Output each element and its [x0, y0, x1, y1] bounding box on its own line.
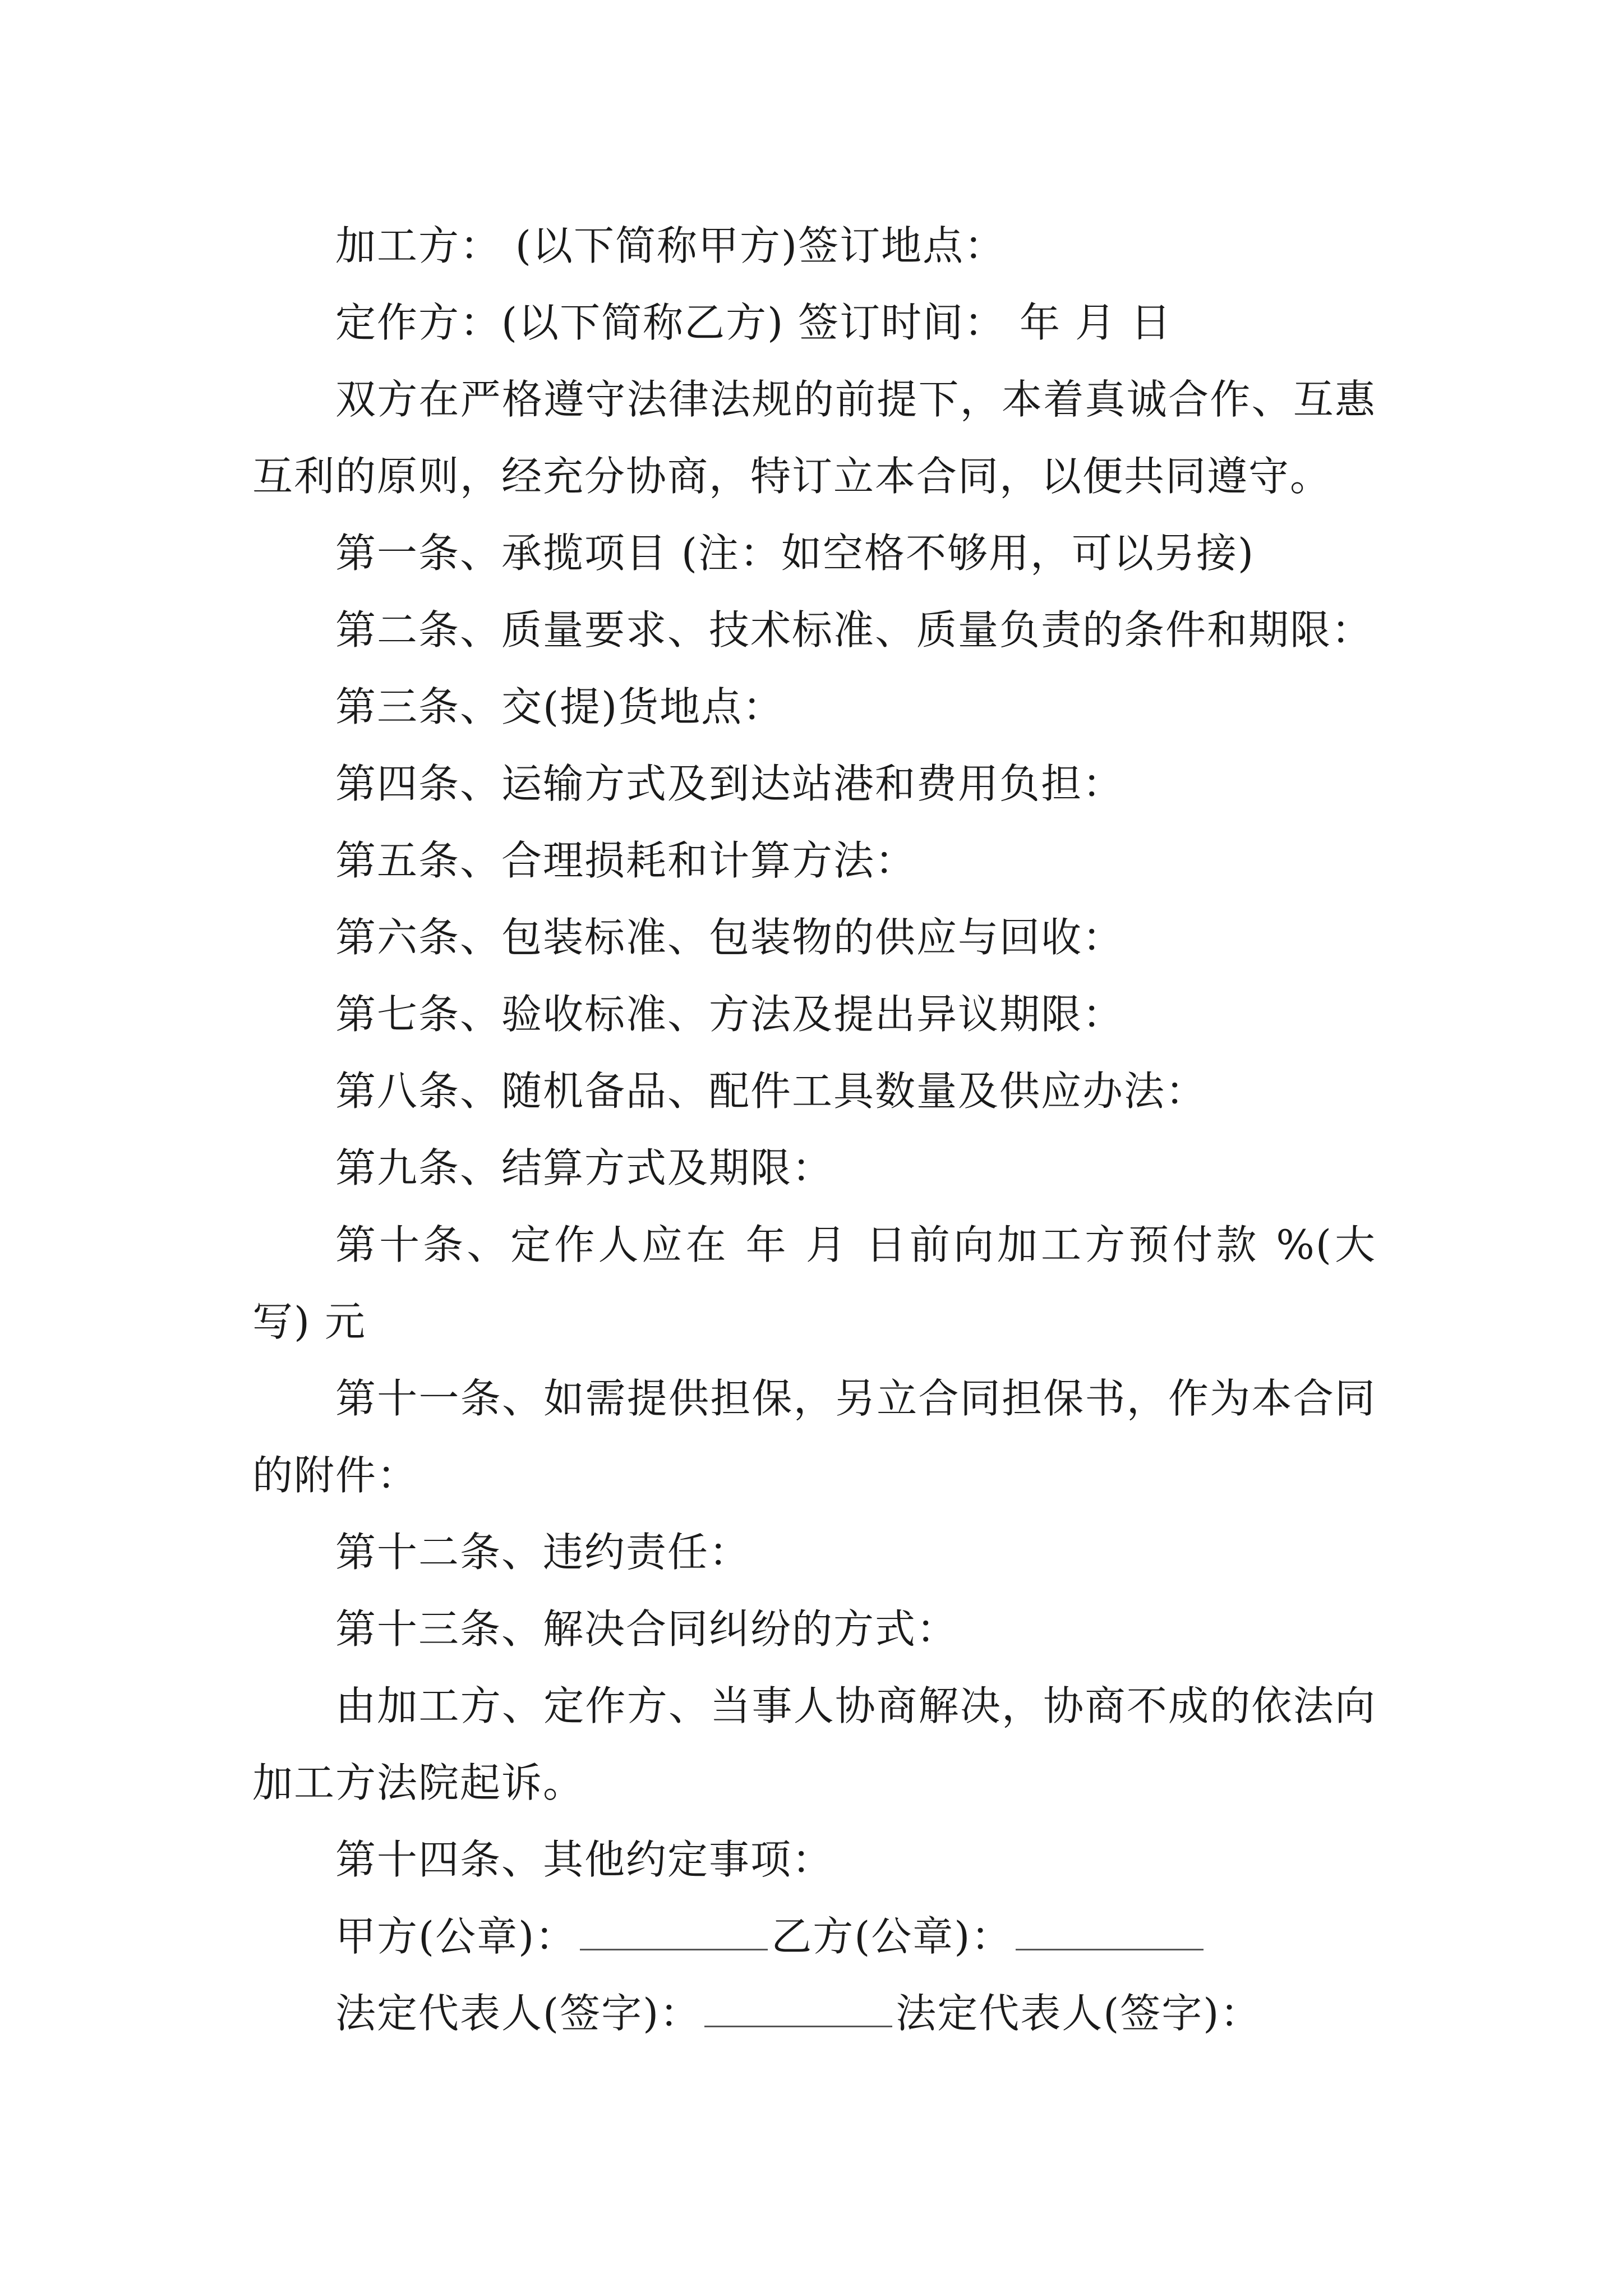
customer-line: 定作方：(以下简称乙方) 签订时间： 年 月 日	[335, 299, 1172, 346]
article-14: 第十四条、其他约定事项：	[335, 1836, 834, 1883]
article-5: 第五条、合理损耗和计算方法：	[335, 837, 917, 884]
article-9: 第九条、结算方式及期限：	[335, 1144, 834, 1191]
article-10: 第十条、定作人应在 年 月 日前向加工方预付款 %(大写) 元	[252, 1221, 1376, 1345]
party-a-rep-blank[interactable]	[704, 1992, 892, 2027]
article-4: 第四条、运输方式及到达站港和费用负担：	[335, 760, 1124, 807]
party-b-rep-label: 法定代表人(签字)：	[896, 1990, 1262, 2037]
preamble-paragraph: 双方在严格遵守法律法规的前提下，本着真诚合作、互惠互利的原则，经充分协商，特订立本合同，以便共同遵守。	[252, 376, 1376, 500]
contract-body	[252, 208, 1376, 2052]
party-a-seal-blank[interactable]	[580, 1915, 768, 1950]
article-11: 第十一条、如需提供担保，另立合同担保书，作为本合同的附件：	[252, 1375, 1376, 1499]
article-13: 第十三条、解决合同纠纷的方式：	[335, 1605, 958, 1653]
processor-line: 加工方： (以下简称甲方)签订地点：	[335, 222, 1006, 269]
article-1: 第一条、承揽项目 (注：如空格不够用，可以另接)	[335, 530, 1255, 577]
dispute-resolution-paragraph: 由加工方、定作方、当事人协商解决，协商不成的依法向加工方法院起诉。	[252, 1682, 1376, 1806]
party-b-seal-label: 乙方(公章)：	[771, 1913, 1013, 1960]
article-6: 第六条、包装标准、包装物的供应与回收：	[335, 914, 1124, 961]
article-3: 第三条、交(提)货地点：	[335, 683, 785, 730]
party-b-seal-blank[interactable]	[1016, 1915, 1204, 1950]
party-a-seal-label: 甲方(公章)：	[335, 1913, 577, 1960]
representative-line	[252, 1975, 1376, 2052]
article-7: 第七条、验收标准、方法及提出异议期限：	[335, 991, 1124, 1038]
article-2: 第二条、质量要求、技术标准、质量负责的条件和期限：	[335, 606, 1373, 654]
party-a-rep-label: 法定代表人(签字)：	[335, 1990, 702, 2037]
article-8: 第八条、随机备品、配件工具数量及供应办法：	[335, 1068, 1207, 1115]
seal-line	[252, 1898, 1376, 1975]
article-12: 第十二条、违约责任：	[335, 1529, 751, 1576]
